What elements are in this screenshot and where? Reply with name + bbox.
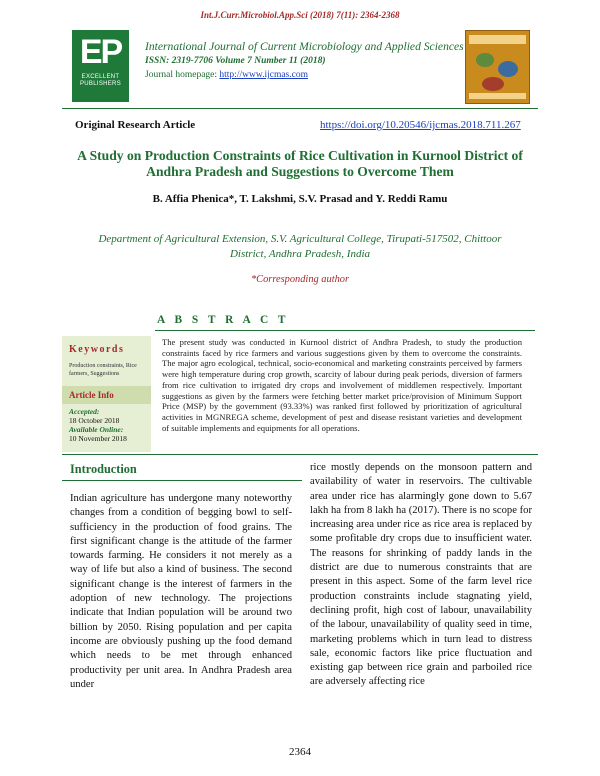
page-number: 2364	[289, 746, 311, 758]
doi-link[interactable]: https://doi.org/10.20546/ijcmas.2018.711.267	[320, 119, 521, 131]
keywords-list: Production constraints, Rice farmers, Suggestions	[69, 363, 137, 377]
authors: B. Affia Phenica*, T. Lakshmi, S.V. Prasad and Y. Reddi Ramu	[152, 193, 448, 205]
abstract-heading: A B S T R A C T	[157, 314, 289, 326]
publisher-logo	[72, 30, 129, 102]
article-title: A Study on Production Constraints of Rice Cultivation in Kurnool District of Andhra Pradesh and Suggestions to Overcome Them	[77, 148, 523, 179]
issn-line: ISSN: 2319-7706 Volume 7 Number 11 (2018)	[145, 56, 326, 66]
article-type: Original Research Article	[75, 119, 196, 131]
article-dates	[69, 407, 149, 443]
body-right-column: rice mostly depends on the monsoon pattern and availability of water in reservoirs. The cultivable area under rice has alarmingly gone down to 5.67 lakh ha from 8 lakh ha (2017). There is no scope for increasing area under rice as rice area is replaced by some profitable dry crops due to insufficient water. The reasons for shrinking of paddy lands in the district are due to numerous constraints that are present in this aspect. Some of the farm level rice production constraints include stagnating yield, declining profit, high cost of labour, unavailability of the labour, unavailability of quality seed in time, marketing problems which in turn lead to distress sale, economic factors like price fluctuation and existing gap between rice grain and parboiled rice are adversely affecting rice	[310, 462, 532, 688]
introduction-heading: Introduction	[70, 462, 137, 476]
affiliation: Department of Agricultural Extension, S.V. Agricultural College, Tirupati-517502, Chittoor District, Andhra Pradesh, India	[98, 233, 502, 260]
accepted-date: 18 October 2018	[69, 416, 120, 425]
journal-homepage	[145, 70, 308, 80]
journal-cover-image	[465, 30, 530, 104]
corresponding-author: *Corresponding author	[250, 274, 350, 285]
article-info-heading: Article Info	[69, 390, 114, 400]
abstract-top-rule	[155, 330, 535, 331]
introduction-rule	[62, 480, 302, 481]
logo-letters: EP	[79, 33, 122, 71]
abstract-bottom-rule	[62, 454, 538, 455]
online-label: Available Online:	[69, 425, 124, 434]
journal-reference: Int.J.Curr.Microbiol.App.Sci (2018) 7(11): 2364-2368	[200, 10, 400, 20]
accepted-label: Accepted:	[69, 407, 100, 416]
body-left-column: Indian agriculture has undergone many noteworthy changes from a condition of begging bowl to self-sufficiency in the production of food grains. The first significant change is the attitude of the farmer towards farming. He considers it not merely as a way of life but also a kind of business. The second significant change is the interest of farmers in the adoption of new technology. The projections indicate that Indian population will be around two billion by 2050. Rising population and per capita income are obviously pushing up the food demand which needs to be met through enhanced productivity per unit area. In Andhra Pradesh area under	[70, 493, 292, 690]
online-date: 10 November 2018	[69, 434, 127, 443]
logo-subtitle: EXCELLENT PUBLISHERS	[79, 74, 121, 87]
abstract-text: The present study was conducted in Kurnool district of Andhra Pradesh, to study the production constraints faced by rice farmers and various suggestions given by them to overcome the constraints. The major agro ecological, technical, socio-economical and marketing constraints perceived by farmers were high temperature during crop growth, scarcity of labour during peak periods, diversion of farmers from rice cultivation to irrigated dry crops and involvement of middlemen respectively. Important suggestions as given by the farmers were fetching better market price/provision of Minimum Support Price (MSP) by the government (93.33%) was ranked first followed by prioritization of agricultural activities in MGNREGA scheme, development of pest and disease resistant varieties and development of suitable implements and equipments for all operations.	[162, 337, 522, 433]
keywords-heading: Keywords	[69, 344, 125, 355]
homepage-link[interactable]: http://www.ijcmas.com	[219, 70, 308, 80]
homepage-label: Journal homepage:	[145, 70, 220, 80]
journal-title: International Journal of Current Microbiology and Applied Sciences	[145, 40, 464, 53]
header-divider	[62, 108, 538, 109]
